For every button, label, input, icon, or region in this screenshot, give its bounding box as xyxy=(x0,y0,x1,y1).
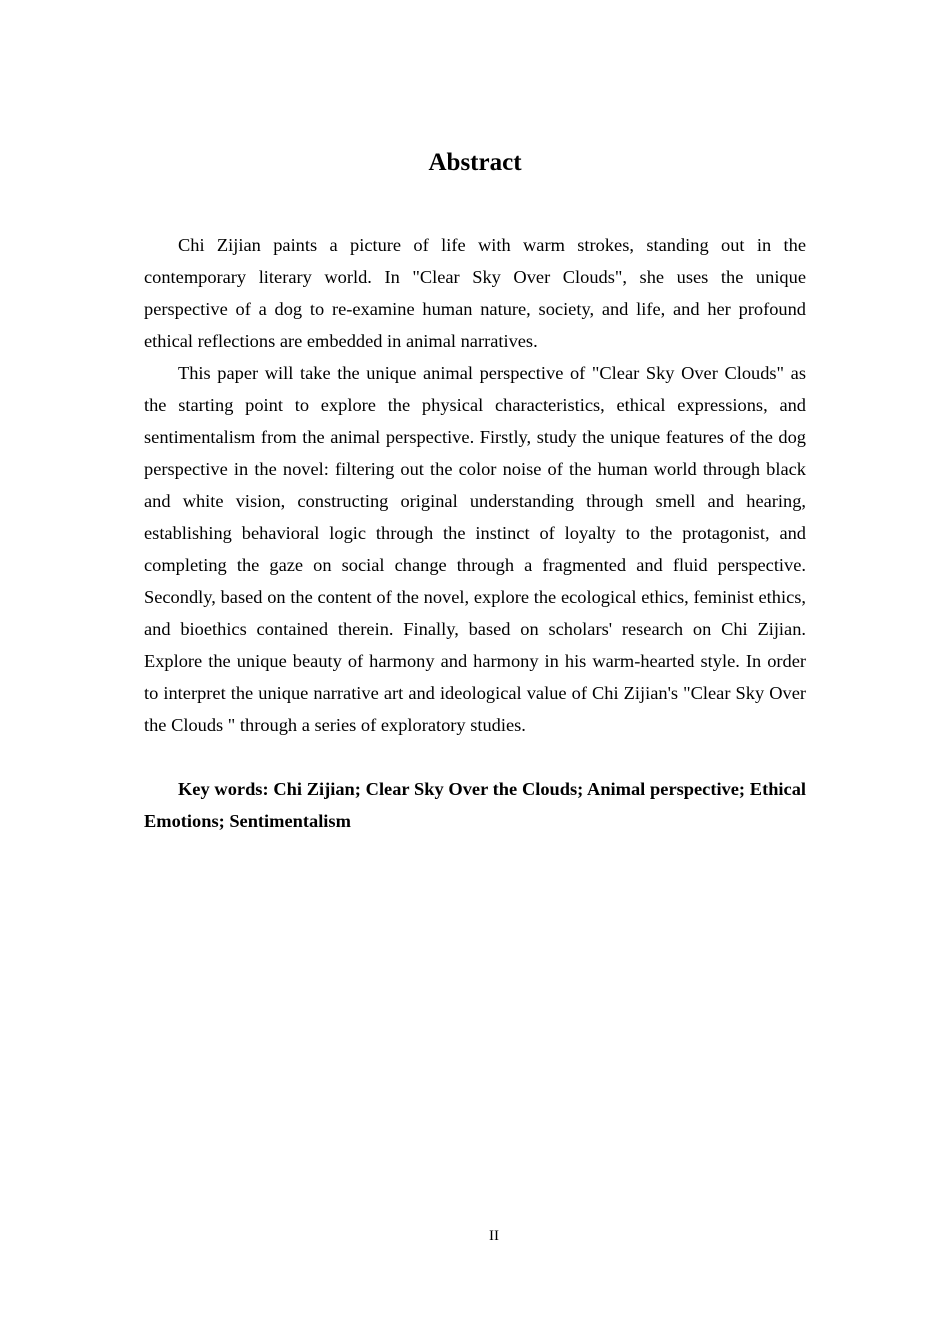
page-number: II xyxy=(489,1228,499,1244)
abstract-paragraph-1: Chi Zijian paints a picture of life with warm strokes, standing out in the contemporary literary world. In "Clear Sky Over Clouds", she uses the unique perspective of a dog to re-examine human nature, society, and life, and her profound ethical reflections are embedded in animal narratives. xyxy=(144,235,806,351)
keywords-line: Key words: Chi Zijian; Clear Sky Over the Clouds; Animal perspective; Ethical Emotions; Sentimentalism xyxy=(144,779,806,831)
abstract-body xyxy=(144,229,806,837)
document-page xyxy=(144,0,806,1344)
abstract-paragraph-2: This paper will take the unique animal perspective of "Clear Sky Over Clouds" as the starting point to explore the physical characteristics, ethical expressions, and sentimentalism from the animal perspective. Firstly, study the unique features of the dog perspective in the novel: filtering out the color noise of the human world through black and white vision, constructing original understanding through smell and hearing, establishing behavioral logic through the instinct of loyalty to the protagonist, and completing the gaze on social change through a fragmented and fluid perspective. Secondly, based on the content of the novel, explore the ecological ethics, feminist ethics, and bioethics contained therein. Finally, based on scholars' research on Chi Zijian. Explore the unique beauty of harmony and harmony in his warm-hearted style. In order to interpret the unique narrative art and ideological value of Chi Zijian's "Clear Sky Over the Clouds " through a series of exploratory studies. xyxy=(144,363,806,735)
abstract-title: Abstract xyxy=(428,149,522,176)
